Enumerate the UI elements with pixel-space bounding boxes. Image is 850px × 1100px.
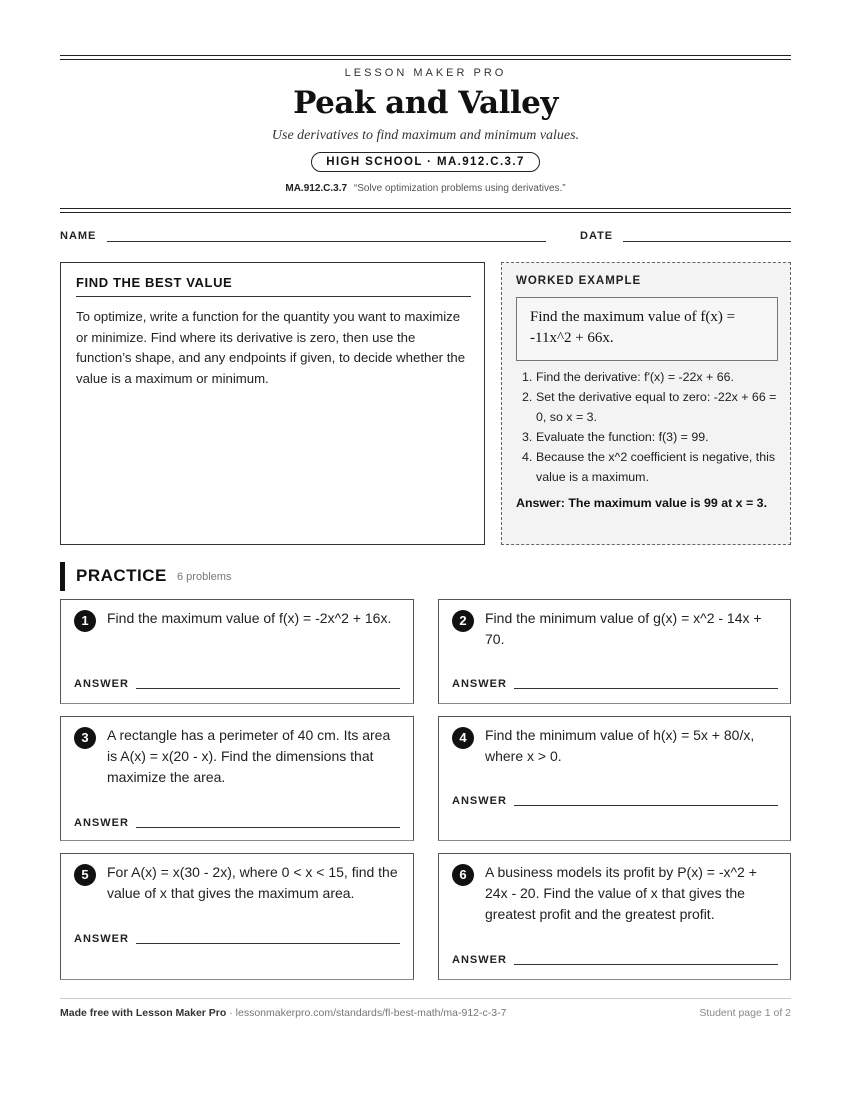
answer-label: ANSWER bbox=[452, 678, 507, 690]
problem-number-badge: 4 bbox=[452, 727, 474, 749]
footer-credit bbox=[60, 1007, 506, 1019]
problem-card-6 bbox=[438, 853, 791, 980]
worksheet-page bbox=[60, 0, 791, 1100]
date-label: DATE bbox=[580, 230, 614, 242]
step-item: 3. Evaluate the function: f(3) = 99. bbox=[522, 430, 709, 444]
problem-text: Find the maximum value of f(x) = -2x^2 + 16x. bbox=[107, 610, 392, 626]
step-item: 4. Because the x^2 coefficient is negative, this value is a maximum. bbox=[522, 450, 776, 484]
worked-example-answer: Answer: The maximum value is 99 at x = 3. bbox=[516, 496, 768, 510]
standard-text: “Solve optimization problems using derivatives.” bbox=[353, 183, 566, 194]
answer-field[interactable] bbox=[136, 943, 400, 944]
name-field[interactable] bbox=[107, 241, 546, 242]
answer-field[interactable] bbox=[514, 805, 778, 806]
name-label: NAME bbox=[60, 230, 97, 242]
worked-example-heading: WORKED EXAMPLE bbox=[516, 275, 642, 287]
grade-standard-pill: HIGH SCHOOL · MA.912.C.3.7 bbox=[311, 152, 540, 172]
answer-field[interactable] bbox=[136, 688, 400, 689]
answer-field[interactable] bbox=[514, 688, 778, 689]
answer-label: ANSWER bbox=[74, 933, 129, 945]
problem-card-3 bbox=[60, 716, 414, 841]
problem-card-1 bbox=[60, 599, 414, 704]
practice-label: PRACTICE bbox=[76, 566, 167, 585]
page-subtitle: Use derivatives to find maximum and minimum values. bbox=[271, 128, 580, 143]
problem-number-badge: 6 bbox=[452, 864, 474, 886]
problem-card-4 bbox=[438, 716, 791, 841]
answer-label: ANSWER bbox=[74, 678, 129, 690]
find-best-value-box bbox=[60, 262, 485, 545]
best-value-heading: FIND THE BEST VALUE bbox=[76, 275, 471, 297]
footer-rule bbox=[60, 998, 791, 999]
date-field[interactable] bbox=[623, 241, 791, 242]
header-bottom-rule bbox=[60, 208, 791, 213]
answer-field[interactable] bbox=[514, 964, 778, 965]
footer-url[interactable]: · lessonmakerpro.com/standards/fl-best-math/ma-912-c-3-7 bbox=[226, 1007, 507, 1019]
problem-text: Find the minimum value of h(x) = 5x + 80/x, where x > 0. bbox=[485, 727, 755, 764]
problem-text: Find the minimum value of g(x) = x^2 - 14x + 70. bbox=[485, 610, 762, 647]
step-item: 1. Find the derivative: f'(x) = -22x + 66. bbox=[522, 370, 734, 384]
problem-card-5 bbox=[60, 853, 414, 980]
worked-example-prompt: Find the maximum value of f(x) = -11x^2 + 66x. bbox=[516, 297, 778, 361]
answer-label: ANSWER bbox=[74, 817, 129, 829]
standard-code: MA.912.C.3.7 bbox=[285, 183, 348, 194]
worked-example-steps bbox=[516, 367, 778, 487]
problem-number-badge: 5 bbox=[74, 864, 96, 886]
problem-text: A rectangle has a perimeter of 40 cm. Its area is A(x) = x(20 - x). Find the dimensions that maximize the area. bbox=[107, 727, 391, 785]
answer-label: ANSWER bbox=[452, 795, 507, 807]
best-value-body: To optimize, write a function for the quantity you want to maximize or minimize. Find where its derivative is zero, then use the function’s shape, and any endpoints if given, to decide whether the value is a maximum or minimum. bbox=[76, 309, 466, 386]
problem-number-badge: 2 bbox=[452, 610, 474, 632]
standard-description bbox=[60, 183, 791, 194]
brand-name: LESSON MAKER PRO bbox=[344, 67, 507, 79]
answer-field[interactable] bbox=[136, 827, 400, 828]
problem-number-badge: 3 bbox=[74, 727, 96, 749]
problem-number-badge: 1 bbox=[74, 610, 96, 632]
footer-page-number: Student page 1 of 2 bbox=[699, 1007, 791, 1019]
page-title: Peak and Valley bbox=[293, 85, 558, 121]
header-top-rule bbox=[60, 55, 791, 60]
footer-made-with: Made free with Lesson Maker Pro bbox=[60, 1007, 227, 1019]
answer-label: ANSWER bbox=[452, 954, 507, 966]
practice-heading bbox=[60, 562, 791, 591]
step-item: 2. Set the derivative equal to zero: -22x + 66 = 0, so x = 3. bbox=[522, 390, 777, 424]
practice-accent-bar bbox=[60, 562, 65, 591]
problem-card-2 bbox=[438, 599, 791, 704]
problem-text: A business models its profit by P(x) = -x^2 + 24x - 20. Find the value of x that gives the greatest profit and the greatest profit. bbox=[485, 864, 757, 922]
name-date-row bbox=[60, 230, 791, 244]
worked-example-box bbox=[501, 262, 791, 545]
problem-text: For A(x) = x(30 - 2x), where 0 < x < 15, find the value of x that gives the maximum area. bbox=[107, 864, 398, 901]
practice-count: 6 problems bbox=[177, 571, 232, 583]
